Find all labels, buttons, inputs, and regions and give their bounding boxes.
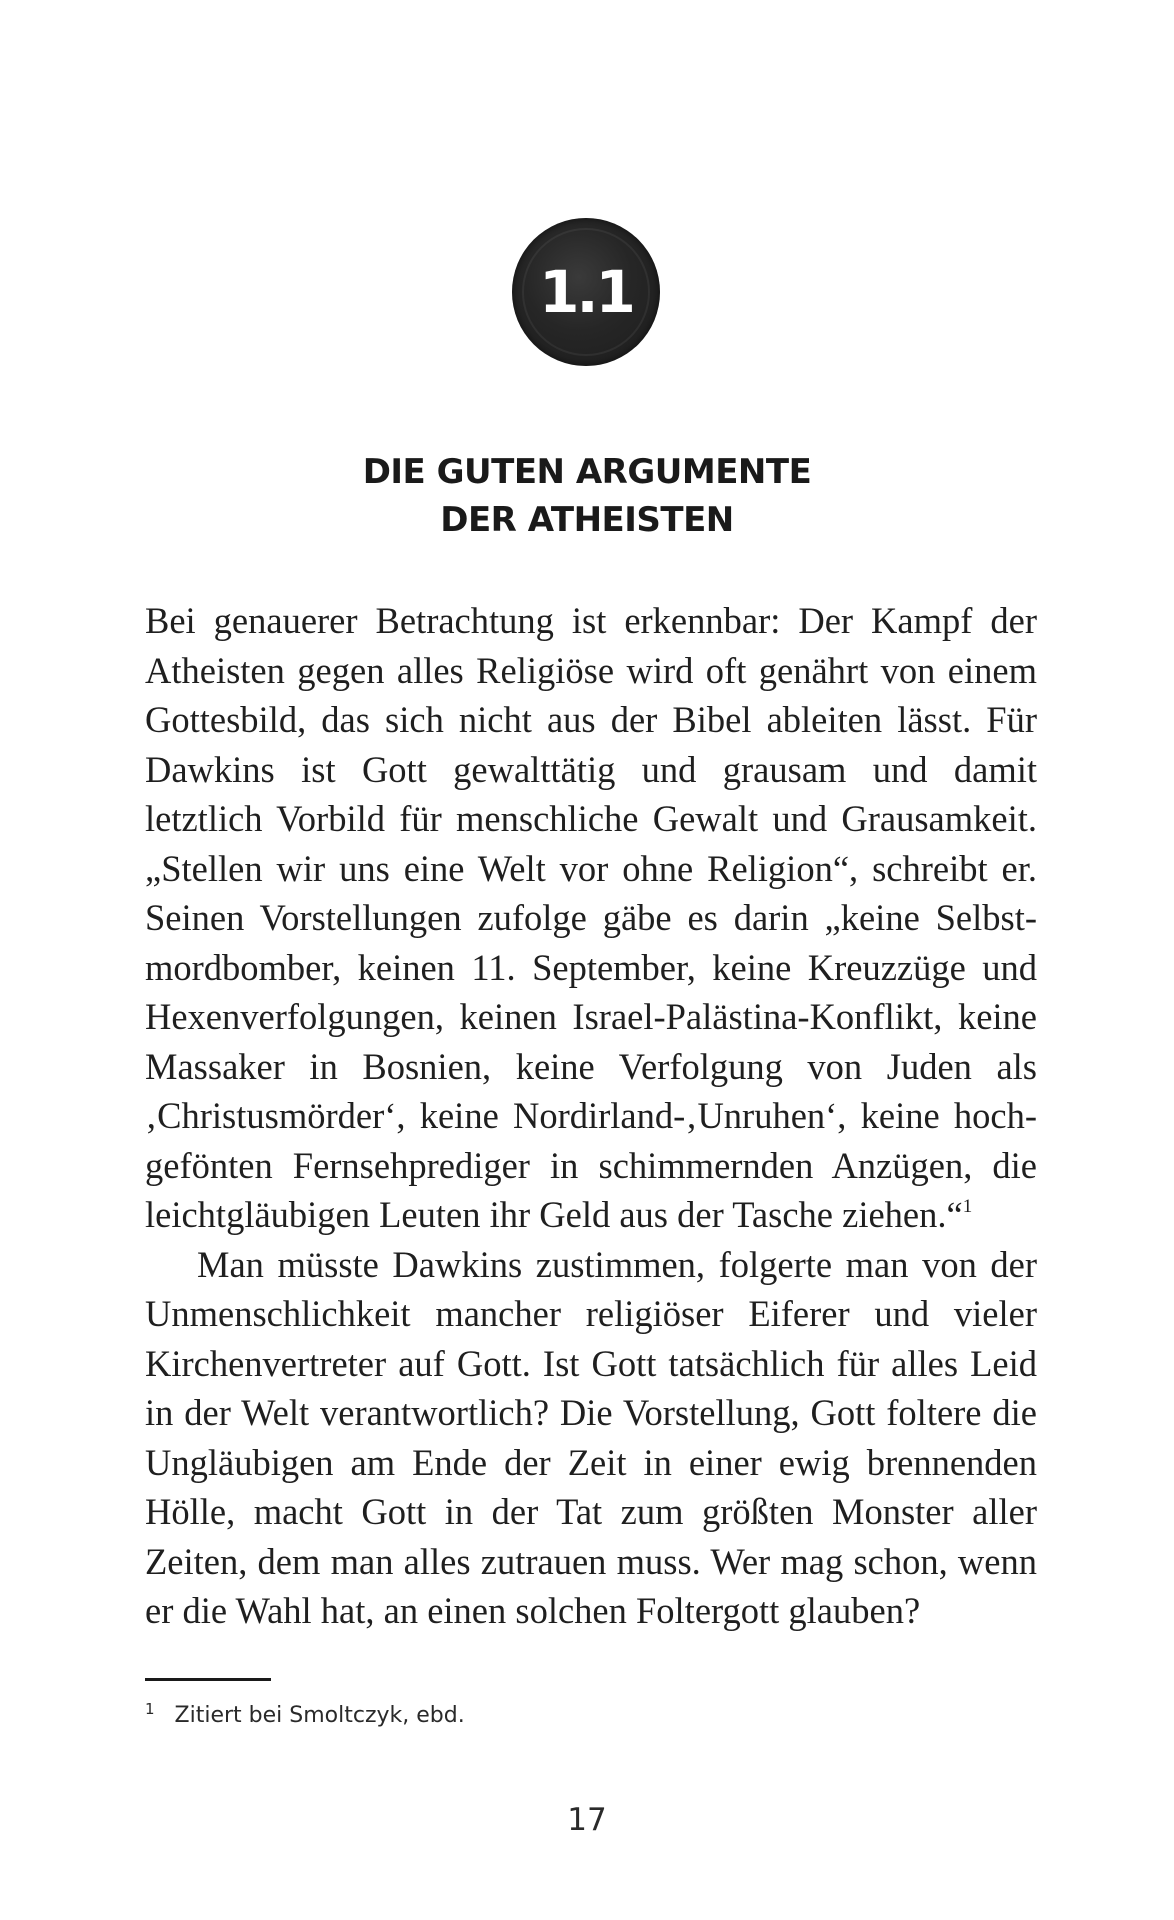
chapter-title-line-1: DIE GUTEN ARGUMENTE: [362, 452, 812, 492]
chapter-number-badge: [512, 218, 660, 366]
footnote-reference: 1: [962, 1196, 973, 1217]
paragraph-text: Man müsste Dawkins zustimmen, folgerte man von der Unmenschlichkeit mancher religiöser Eiferer und vieler Kirchenvertreter auf Gott. Ist Gott tatsächlich für alles Leid in der Welt verantwortlich? Die Vorstellung, Gott foltere die Ungläubigen am Ende der Zeit in einer ewig brennenden Hölle, macht Gott in der Tat zum größten Monster aller Zeiten, dem man alles zutrauen muss. Wer mag schon, wenn er die Wahl hat, an einen solchen Foltergott glauben?: [145, 1243, 1037, 1631]
footnote-separator: [145, 1678, 271, 1681]
paragraph-text: Bei genauerer Betrachtung ist erkennbar: Der Kampf der Atheisten gegen alles Religiöse wird oft genährt von einem Gottesbild, das sich nicht aus der Bibel ableiten lässt. Für Dawkins ist Gott gewalttätig und grausam und damit letztlich Vorbild für menschliche Gewalt und Grausamkeit. „Stellen wir uns eine Welt vor ohne Religion“, schreibt er. Seinen Vorstellungen zufolge gäbe es darin „keine Selbstmordbomber, keinen 11. September, keine Kreuzzüge und Hexenverfolgungen, keinen Israel-Palästina-Konflikt, keine Massaker in Bosnien, keine Verfolgung von Juden als ‚Christusmörder‘, keine Nordirland-‚Unruhen‘, keine hochgefönten Fernsehprediger in schimmernden Anzügen, die leichtgläubigen Leuten ihr Geld aus der Tasche ziehen.“: [145, 600, 1037, 1235]
chapter-number: 1.1: [539, 258, 633, 326]
footnote: [145, 1700, 465, 1728]
footnote-number: 1: [145, 1700, 155, 1718]
chapter-title-line-2: DER ATHEISTEN: [440, 500, 734, 540]
page-number: 17: [567, 1802, 607, 1838]
chapter-title: [0, 448, 1174, 544]
body-text: [145, 596, 1037, 1636]
body-paragraph: [145, 1240, 1037, 1636]
body-paragraph: [145, 596, 1037, 1240]
footnote-text: Zitiert bei Smoltczyk, ebd.: [174, 1703, 465, 1728]
